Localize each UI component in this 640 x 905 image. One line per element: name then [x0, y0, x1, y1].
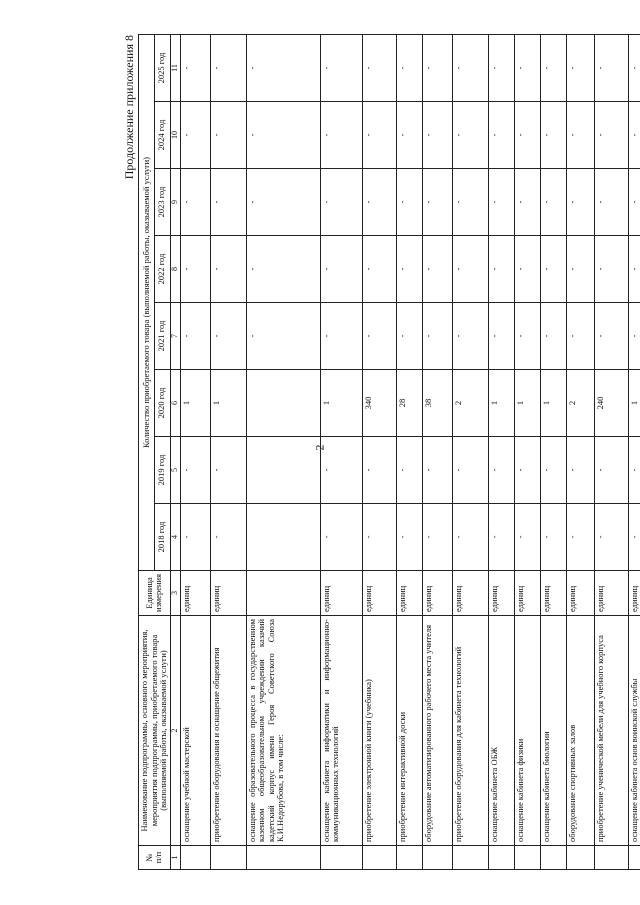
header-year: 2018 год	[154, 504, 170, 571]
row-name-cell: приобретение интерактивной доски	[396, 616, 422, 846]
row-name-cell: приобретение оборудования для кабинета технологий	[452, 616, 488, 846]
row-number-cell	[396, 846, 422, 870]
table-row	[488, 34, 514, 869]
row-value-cell: -	[628, 504, 640, 571]
row-name-cell: оснащение учебной мастерской	[180, 616, 210, 846]
row-value-cell: 340	[362, 370, 396, 437]
table-body	[180, 34, 640, 869]
row-value-cell: -	[452, 236, 488, 303]
table-row	[180, 34, 210, 869]
row-value-cell: -	[396, 504, 422, 571]
row-name-cell: приобретение ученической мебели для учебного корпуса	[594, 616, 628, 846]
row-number-cell	[594, 846, 628, 870]
table-row	[566, 34, 594, 869]
row-number-cell	[246, 846, 320, 870]
row-number-cell	[320, 846, 362, 870]
row-value-cell: 240	[594, 370, 628, 437]
row-number-cell	[540, 846, 566, 870]
row-value-cell: 1	[540, 370, 566, 437]
row-name-cell: оснащение кабинета ОБЖ	[488, 616, 514, 846]
row-number-cell	[210, 846, 246, 870]
row-name-cell: оснащение кабинета биологии	[540, 616, 566, 846]
row-value-cell: -	[180, 102, 210, 169]
row-value-cell: -	[320, 102, 362, 169]
row-value-cell: -	[488, 504, 514, 571]
row-value-cell: -	[540, 34, 566, 101]
col-number: 5	[170, 437, 180, 504]
row-value-cell: -	[566, 303, 594, 370]
col-number: 8	[170, 236, 180, 303]
row-value-cell: -	[452, 102, 488, 169]
table-row	[422, 34, 452, 869]
row-value-cell: -	[396, 236, 422, 303]
row-value-cell: -	[488, 102, 514, 169]
row-value-cell: -	[452, 169, 488, 236]
row-value-cell: -	[452, 437, 488, 504]
row-value-cell: -	[210, 437, 246, 504]
row-value-cell: -	[540, 102, 566, 169]
row-value-cell: 1	[514, 370, 540, 437]
header-year: 2024 год	[154, 102, 170, 169]
row-value-cell: -	[594, 504, 628, 571]
header-year: 2023 год	[154, 169, 170, 236]
row-value-cell: 1	[180, 370, 210, 437]
row-number-cell	[628, 846, 640, 870]
row-unit-cell: единиц	[180, 571, 210, 616]
row-value-cell: -	[594, 437, 628, 504]
row-value-cell: -	[514, 303, 540, 370]
row-value-cell: -	[180, 303, 210, 370]
row-unit-cell: единиц	[452, 571, 488, 616]
row-value-cell: -	[514, 169, 540, 236]
table-row	[396, 34, 422, 869]
row-value-cell: -	[422, 169, 452, 236]
row-value-cell: -	[396, 169, 422, 236]
row-value-cell: -	[514, 34, 540, 101]
col-number: 3	[170, 571, 180, 616]
col-number: 2	[170, 616, 180, 846]
row-value-cell: 2	[566, 370, 594, 437]
row-number-cell	[452, 846, 488, 870]
row-value-cell: -	[594, 34, 628, 101]
row-value-cell: -	[246, 236, 320, 303]
row-number-cell	[422, 846, 452, 870]
row-value-cell: 28	[396, 370, 422, 437]
row-name-cell: оснащение кабинета физики	[514, 616, 540, 846]
row-value-cell: -	[180, 504, 210, 571]
header-year: 2021 год	[154, 303, 170, 370]
header-name: Наименование подпрограммы, основного мероприятия, мероприятия подпрограммы, приобретаемого товара (выполняемой работы, оказываемой услуги)	[139, 616, 171, 846]
row-value-cell: -	[422, 34, 452, 101]
row-value-cell: -	[246, 169, 320, 236]
row-value-cell: -	[422, 236, 452, 303]
header-qty-group: Количество приобретаемого товара (выполняемой работы, оказываемой услуги)	[139, 34, 155, 570]
table-row	[514, 34, 540, 869]
row-value-cell: 2	[452, 370, 488, 437]
row-value-cell: -	[246, 34, 320, 101]
column-numbers-row	[170, 34, 180, 869]
row-unit-cell: единиц	[422, 571, 452, 616]
row-value-cell: -	[628, 437, 640, 504]
row-unit-cell: единиц	[594, 571, 628, 616]
row-name-cell: оснащение кабинета информатики и информационно-коммуникационных технологий	[320, 616, 362, 846]
col-number: 7	[170, 303, 180, 370]
row-value-cell: -	[422, 504, 452, 571]
row-value-cell: -	[488, 169, 514, 236]
row-unit-cell: единиц	[488, 571, 514, 616]
row-value-cell: -	[362, 236, 396, 303]
row-value-cell: -	[210, 236, 246, 303]
header-year: 2019 год	[154, 437, 170, 504]
row-value-cell: -	[594, 236, 628, 303]
row-value-cell: -	[566, 102, 594, 169]
row-name-cell: оснащение кабинета основ воинской службы	[628, 616, 640, 846]
row-number-cell	[514, 846, 540, 870]
row-unit-cell	[246, 571, 320, 616]
row-value-cell: -	[628, 169, 640, 236]
row-name-cell: приобретение оборудования и оснащение общежития	[210, 616, 246, 846]
row-value-cell: -	[210, 169, 246, 236]
row-value-cell: -	[180, 236, 210, 303]
row-value-cell: -	[320, 34, 362, 101]
row-value-cell: -	[566, 169, 594, 236]
header-unit: Единица измерения	[139, 571, 171, 616]
row-value-cell: -	[452, 34, 488, 101]
row-value-cell: 38	[422, 370, 452, 437]
table-row	[452, 34, 488, 869]
row-value-cell: -	[566, 236, 594, 303]
table-row	[594, 34, 628, 869]
col-number: 9	[170, 169, 180, 236]
row-value-cell: -	[594, 102, 628, 169]
row-value-cell: -	[320, 437, 362, 504]
row-value-cell: -	[396, 34, 422, 101]
row-value-cell: -	[452, 504, 488, 571]
row-value-cell: -	[452, 303, 488, 370]
row-number-cell	[362, 846, 396, 870]
table-row	[628, 34, 640, 869]
row-value-cell: -	[514, 437, 540, 504]
row-unit-cell: единиц	[210, 571, 246, 616]
row-value-cell: 1	[628, 370, 640, 437]
row-value-cell: -	[180, 34, 210, 101]
row-value-cell: -	[540, 504, 566, 571]
quantity-table	[138, 34, 640, 870]
row-name-cell: оснащение образовательного процесса в государственном казенном общеобразовательном учреждении казачий кадетский корпус имени Героя Советского Союза К.И.Недорубова, в том числе:	[246, 616, 320, 846]
row-value-cell: -	[210, 102, 246, 169]
row-value-cell: -	[362, 169, 396, 236]
row-unit-cell: единиц	[320, 571, 362, 616]
row-value-cell: -	[566, 504, 594, 571]
row-value-cell: -	[628, 102, 640, 169]
appendix-subtitle: Продолжение приложения 8	[122, 35, 136, 180]
row-value-cell: -	[540, 169, 566, 236]
row-value-cell: -	[320, 169, 362, 236]
header-year: 2020 год	[154, 370, 170, 437]
row-value-cell: -	[246, 303, 320, 370]
row-value-cell	[246, 504, 320, 571]
row-value-cell: -	[362, 34, 396, 101]
row-number-cell	[180, 846, 210, 870]
row-value-cell: -	[422, 437, 452, 504]
table-row	[320, 34, 362, 869]
row-value-cell: -	[180, 169, 210, 236]
row-value-cell: -	[422, 102, 452, 169]
row-value-cell: -	[210, 303, 246, 370]
row-value-cell: -	[246, 102, 320, 169]
row-value-cell: -	[362, 102, 396, 169]
row-value-cell: 1	[488, 370, 514, 437]
row-unit-cell: единиц	[514, 571, 540, 616]
row-value-cell: -	[540, 303, 566, 370]
row-name-cell: оборудование автоматизированного рабочего места учителя	[422, 616, 452, 846]
row-value-cell: -	[396, 437, 422, 504]
row-unit-cell: единиц	[362, 571, 396, 616]
row-value-cell: -	[514, 236, 540, 303]
row-value-cell: 1	[210, 370, 246, 437]
table-row	[540, 34, 566, 869]
row-unit-cell: единиц	[396, 571, 422, 616]
col-number: 10	[170, 102, 180, 169]
row-value-cell: -	[540, 236, 566, 303]
row-value-cell: -	[628, 236, 640, 303]
header-row-1	[139, 34, 155, 869]
header-no: № п/п	[139, 846, 171, 870]
row-number-cell	[566, 846, 594, 870]
row-unit-cell: единиц	[540, 571, 566, 616]
page-number: 2	[312, 444, 327, 451]
row-value-cell: -	[396, 303, 422, 370]
header-year: 2022 год	[154, 236, 170, 303]
row-name-cell: приобретение электронной книги (учебника)	[362, 616, 396, 846]
row-value-cell: -	[362, 437, 396, 504]
header-year: 2025 год	[154, 34, 170, 101]
col-number: 11	[170, 34, 180, 101]
row-value-cell: -	[514, 504, 540, 571]
row-value-cell: -	[628, 34, 640, 101]
row-value-cell: -	[566, 34, 594, 101]
row-value-cell: -	[488, 303, 514, 370]
table-row	[246, 34, 320, 869]
row-unit-cell: единиц	[566, 571, 594, 616]
row-value-cell: -	[320, 303, 362, 370]
row-value-cell: -	[594, 169, 628, 236]
row-number-cell	[488, 846, 514, 870]
row-value-cell: -	[594, 303, 628, 370]
rotated-content	[120, 35, 639, 870]
col-number: 4	[170, 504, 180, 571]
row-value-cell: -	[362, 303, 396, 370]
row-value-cell: -	[320, 504, 362, 571]
col-number: 1	[170, 846, 180, 870]
row-value-cell: -	[396, 102, 422, 169]
row-value-cell: 1	[320, 370, 362, 437]
row-value-cell: -	[540, 437, 566, 504]
row-value-cell	[246, 437, 320, 504]
row-value-cell: -	[210, 504, 246, 571]
row-value-cell: -	[422, 303, 452, 370]
row-value-cell	[246, 370, 320, 437]
table-row	[210, 34, 246, 869]
row-value-cell: -	[362, 504, 396, 571]
row-value-cell: -	[488, 437, 514, 504]
row-value-cell: -	[320, 236, 362, 303]
row-value-cell: -	[514, 102, 540, 169]
table-row	[362, 34, 396, 869]
row-value-cell: -	[488, 236, 514, 303]
row-name-cell: оборудование спортивных залов	[566, 616, 594, 846]
row-value-cell: -	[566, 437, 594, 504]
row-value-cell: -	[488, 34, 514, 101]
row-value-cell: -	[180, 437, 210, 504]
row-value-cell: -	[210, 34, 246, 101]
row-value-cell: -	[628, 303, 640, 370]
row-unit-cell: единиц	[628, 571, 640, 616]
col-number: 6	[170, 370, 180, 437]
